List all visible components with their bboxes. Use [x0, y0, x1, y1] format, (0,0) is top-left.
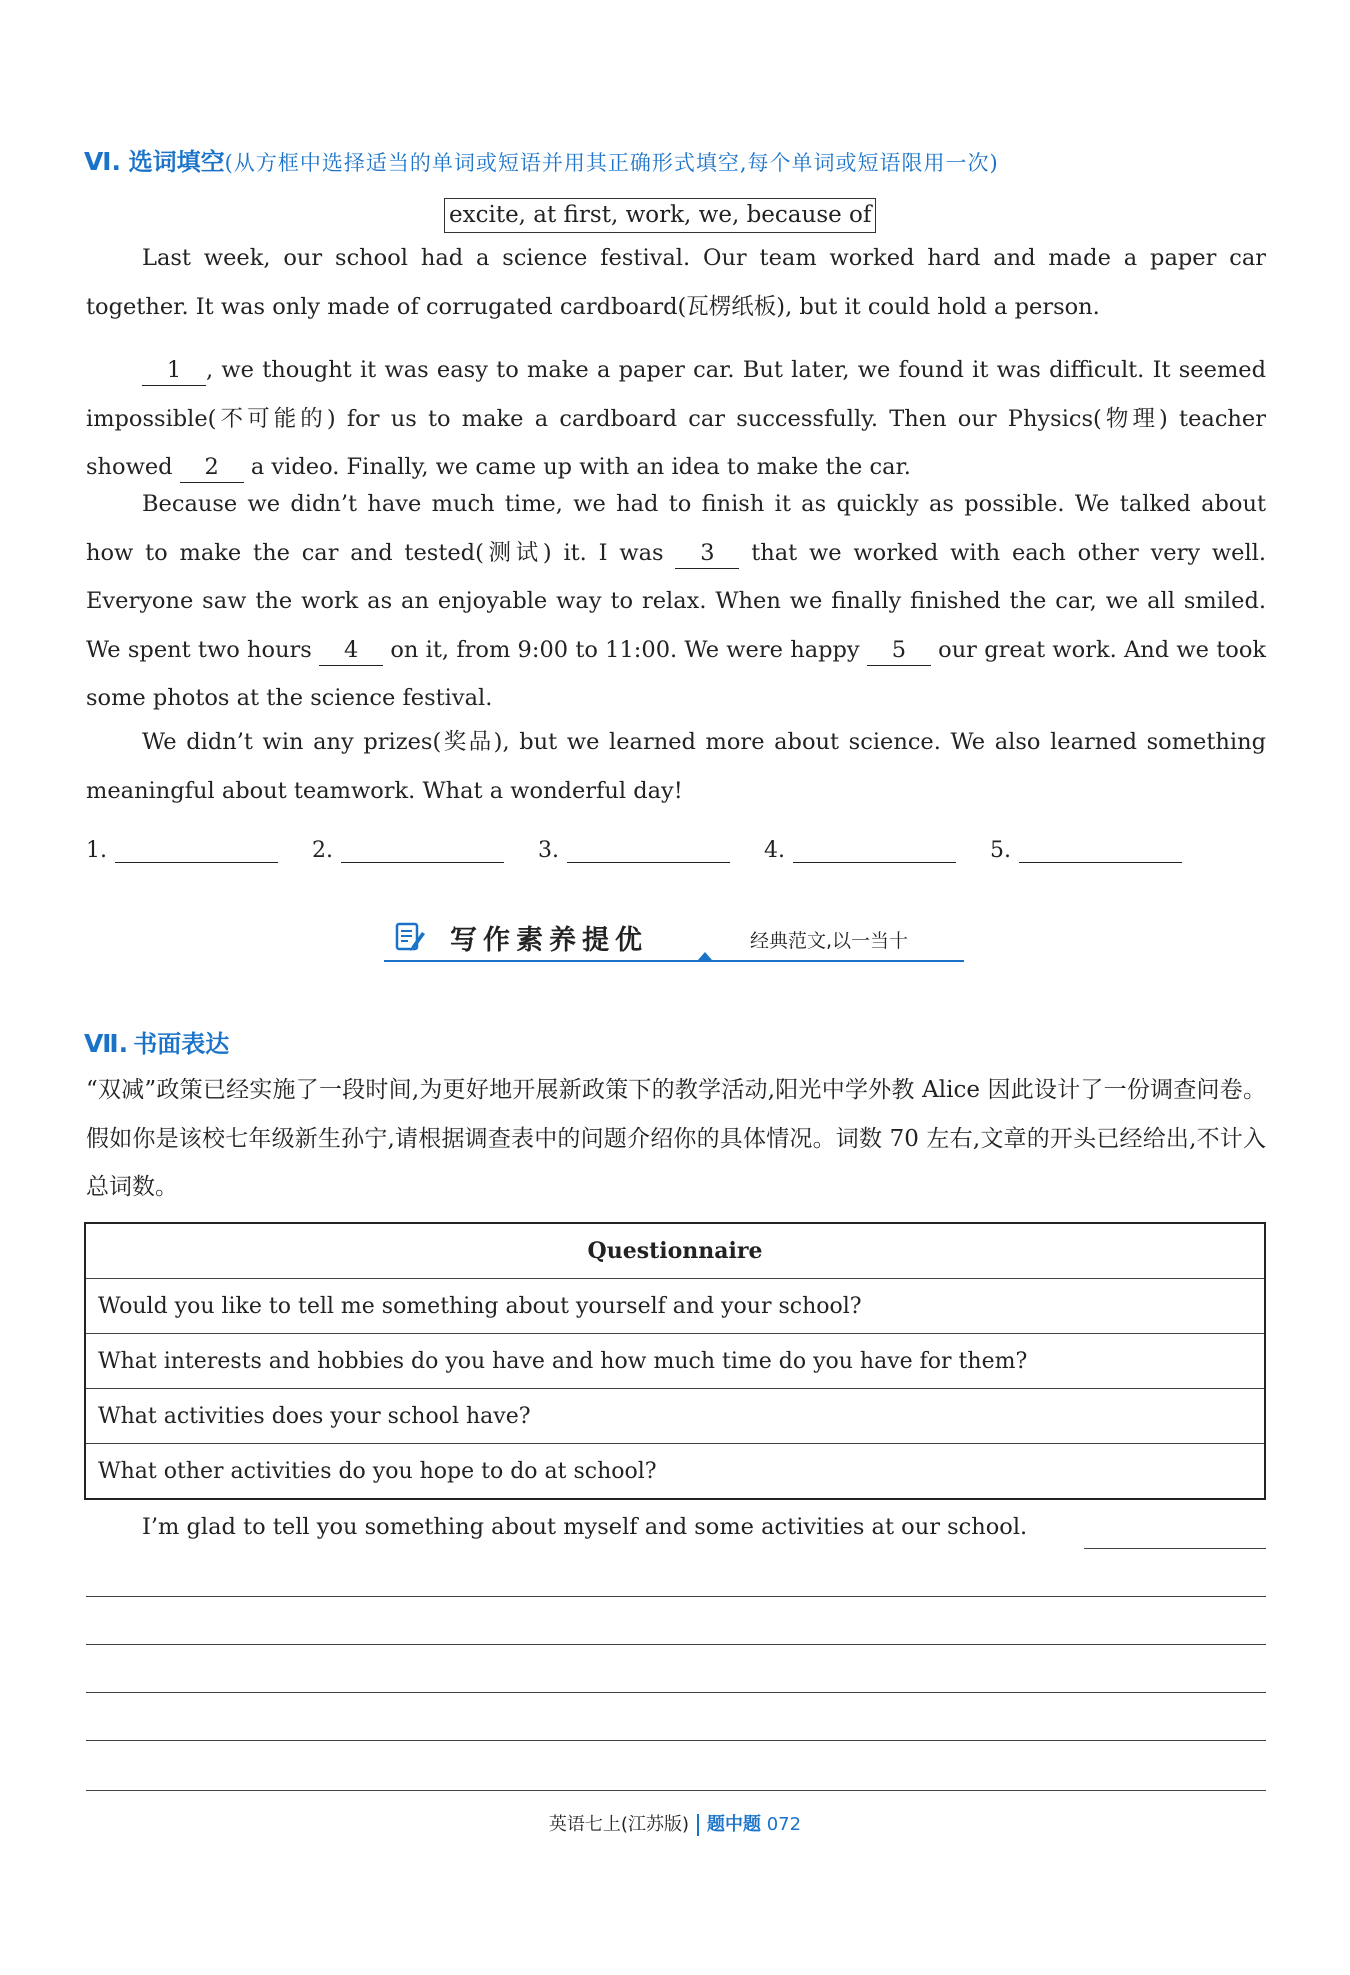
answer-label: 3.	[538, 838, 559, 863]
writing-line[interactable]	[86, 1596, 1266, 1597]
passage-paragraph	[86, 346, 1266, 492]
table-cell: What activities does your school have?	[85, 1389, 1265, 1444]
section6-title: 选词填空	[128, 148, 225, 176]
passage-text: Last week, our school had a science festival. Our team worked hard and made a paper car together. It was only made of corrugated cardboard(瓦楞纸板), but it could hold a person.	[86, 245, 1266, 320]
writing-line[interactable]	[86, 1692, 1266, 1693]
passage-text: We didn’t win any prizes(奖品), but we learned more about science. We also learned something meaningful about teamwork. What a wonderful day!	[86, 729, 1266, 804]
page-number: 072	[766, 1814, 802, 1835]
banner-underline	[384, 960, 964, 962]
answer-label: 2.	[312, 838, 333, 863]
answer-label: 5.	[990, 838, 1011, 863]
blank-5[interactable]: 5	[867, 635, 931, 666]
page-footer	[0, 1810, 1350, 1836]
writing-line[interactable]	[1084, 1548, 1266, 1549]
table-cell: What interests and hobbies do you have and how much time do you have for them?	[85, 1334, 1265, 1389]
section7-title: 书面表达	[133, 1030, 230, 1058]
table-row	[85, 1334, 1265, 1389]
section7-heading	[84, 1024, 229, 1059]
banner-title: 写作素养提优	[450, 925, 648, 956]
writing-banner	[384, 914, 964, 962]
writing-line[interactable]	[86, 1790, 1266, 1791]
section6-instruction: (从方框中选择适当的单词或短语并用其正确形式填空,每个单词或短语限用一次)	[224, 151, 999, 175]
table-row	[85, 1444, 1265, 1500]
table-row	[85, 1389, 1265, 1444]
answer-line[interactable]	[115, 834, 278, 863]
answer-line[interactable]	[1019, 834, 1182, 863]
blank-3[interactable]: 3	[675, 538, 739, 569]
passage-paragraph	[86, 718, 1266, 815]
answer-label: 1.	[86, 838, 107, 863]
passage-text: Because we didn’t have much time, we had to finish it as quickly as possible. We talked about how to make the car and tested(测试) it. I was	[86, 491, 1266, 566]
table-header-row	[85, 1223, 1265, 1279]
writing-line[interactable]	[86, 1644, 1266, 1645]
passage-paragraph	[86, 480, 1266, 723]
answer-slot-1[interactable]	[86, 834, 278, 863]
answer-slot-3[interactable]	[538, 834, 730, 863]
footer-book: 英语七上(江苏版)	[548, 1814, 689, 1835]
footer-separator	[697, 1814, 699, 1836]
passage-text: , we thought it was easy to make a paper car. But later, we found it was difficult. It seemed impossible(不可能的) for us to make a cardboard car successfully. Then our Physics(物理) teacher showed	[86, 357, 1266, 480]
passage-text: our great work. And we took some photos at the science festival.	[86, 636, 1266, 711]
banner-subtitle: 经典范文,以一当十	[750, 930, 909, 952]
table-cell: Would you like to tell me something about yourself and your school?	[85, 1279, 1265, 1334]
answer-line[interactable]	[567, 834, 730, 863]
answer-row	[86, 834, 1266, 874]
notepad-pencil-icon	[394, 920, 428, 958]
passage-text: that we worked with each other very well. Everyone saw the work as an enjoyable way to relax. When we finally finished the car, we all smiled. We spent two hours	[86, 539, 1266, 663]
passage-paragraph	[86, 234, 1266, 331]
passage-text: a video. Finally, we came up with an idea to make the car.	[243, 454, 911, 480]
word-box: excite, at first, work, we, because of	[444, 198, 876, 233]
answer-label: 4.	[764, 838, 785, 863]
section6-number: Ⅵ.	[84, 147, 121, 176]
blank-1[interactable]: 1	[142, 355, 206, 386]
writing-line[interactable]	[86, 1740, 1266, 1741]
answer-line[interactable]	[793, 834, 956, 863]
blank-2[interactable]: 2	[180, 452, 244, 483]
footer-brand: 题中题	[706, 1814, 761, 1835]
answer-slot-4[interactable]	[764, 834, 956, 863]
table-header: Questionnaire	[587, 1238, 763, 1264]
answer-slot-5[interactable]	[990, 834, 1182, 863]
banner-triangle	[698, 952, 712, 960]
table-row	[85, 1279, 1265, 1334]
questionnaire-table	[84, 1222, 1266, 1500]
section7-number: Ⅶ.	[84, 1029, 129, 1058]
table-cell: What other activities do you hope to do at school?	[85, 1444, 1265, 1500]
passage-text: on it, from 9:00 to 11:00. We were happy	[383, 636, 867, 663]
section6-heading	[84, 142, 999, 177]
answer-slot-2[interactable]	[312, 834, 504, 863]
section7-intro: “双减”政策已经实施了一段时间,为更好地开展新政策下的教学活动,阳光中学外教 Alice 因此设计了一份调查问卷。假如你是该校七年级新生孙宁,请根据调查表中的问题介绍你的具体情况。词数 70 左右,文章的开头已经给出,不计入总词数。	[86, 1077, 1266, 1200]
start-sentence: I’m glad to tell you something about myself and some activities at our school.	[142, 1514, 1028, 1540]
blank-4[interactable]: 4	[319, 635, 383, 666]
answer-line[interactable]	[341, 834, 504, 863]
